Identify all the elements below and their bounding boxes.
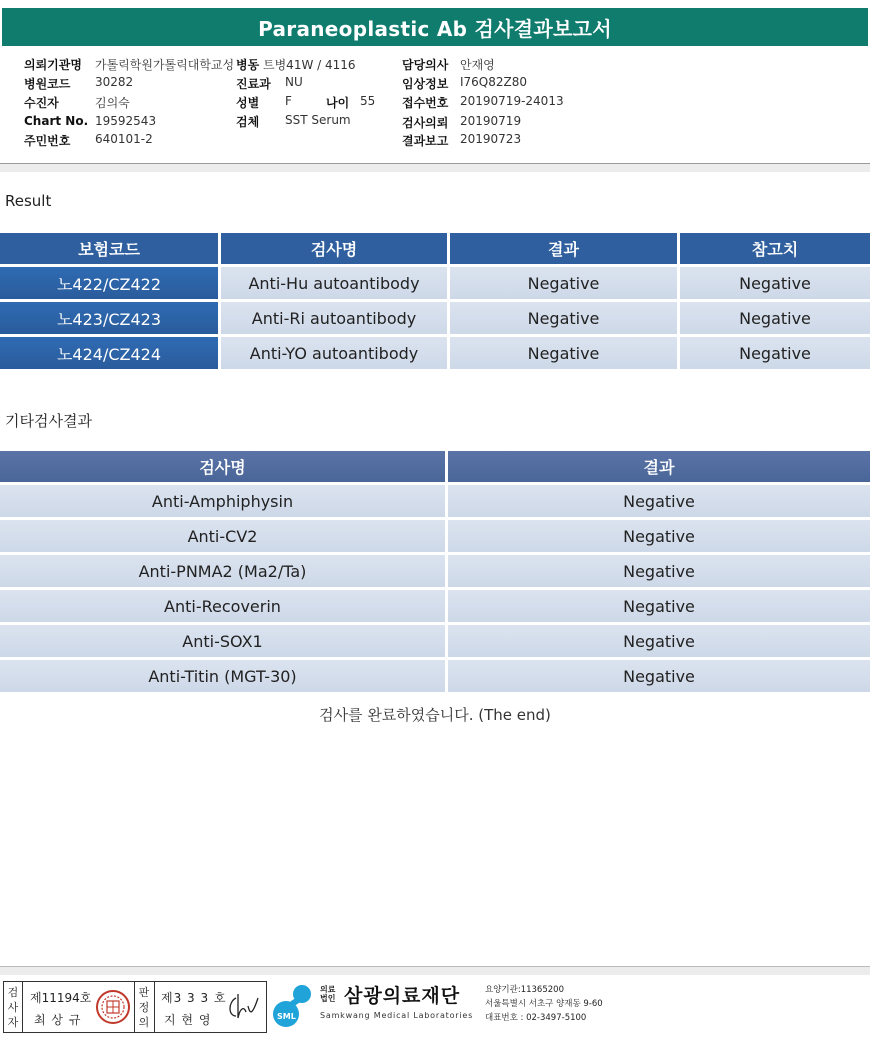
other-table-header (0, 451, 870, 482)
header-insurance-code: 보험코드 (0, 233, 218, 264)
header-result: 결과 (448, 451, 870, 482)
seal-icon (95, 989, 131, 1025)
table-row (0, 660, 870, 692)
footer-divider-band (0, 967, 870, 975)
specimen-value: SST Serum (285, 113, 351, 127)
test-name: Anti-Amphiphysin (0, 485, 445, 517)
patient-info (0, 53, 870, 163)
sex-value: F (285, 94, 292, 108)
header-test-name: 검사명 (221, 233, 447, 264)
org-english-name: Samkwang Medical Laboratories (320, 1011, 474, 1020)
signature-box (3, 981, 267, 1033)
specimen-label: 검체 (236, 115, 260, 129)
cell-divider (22, 982, 23, 1032)
other-results-table (0, 451, 870, 693)
patient-value: 김의숙 (95, 96, 130, 110)
end-message: 검사를 완료하였습니다. (The end) (319, 706, 551, 724)
cell-divider (134, 982, 135, 1032)
test-name: Anti-Recoverin (0, 590, 445, 622)
clinical-value: I76Q82Z80 (460, 75, 528, 89)
ward-label: 병동 (236, 58, 260, 72)
doctor-value: 안재영 (460, 58, 495, 72)
hospcode-value: 30282 (95, 75, 134, 89)
age-label: 나이 (326, 96, 350, 110)
idno-value: 640101-2 (95, 132, 153, 146)
test-result: Negative (448, 555, 870, 587)
hospital-value: 가톨릭학원가톨릭대학교성 (95, 58, 235, 72)
sml-logo-text: SML (277, 1012, 296, 1021)
age-value: 55 (360, 94, 376, 108)
table-row (0, 302, 870, 334)
ward-value: 트병41W / 4116 (263, 58, 356, 72)
test-result: Negative (450, 267, 677, 299)
confirm-name: 지 현 영 (164, 1013, 212, 1027)
table-row (0, 625, 870, 657)
sml-logo-icon (272, 982, 316, 1028)
table-row (0, 520, 870, 552)
sex-label: 성별 (236, 96, 260, 110)
table-row (0, 267, 870, 299)
examiner-license: 제11194호 (30, 991, 92, 1005)
org-address: 서울특별시 서초구 양재동 9-60 (485, 999, 603, 1009)
patient-label: 수진자 (24, 96, 59, 110)
test-result: Negative (450, 302, 677, 334)
doctor-label: 담당의사 (402, 58, 449, 72)
report-title: Paraneoplastic Ab 검사결과보고서 (2, 8, 868, 46)
test-result: Negative (448, 625, 870, 657)
dept-label: 진료과 (236, 77, 271, 91)
insurance-code: 노424/CZ424 (0, 337, 218, 369)
test-result: Negative (448, 485, 870, 517)
test-name: Anti-SOX1 (0, 625, 445, 657)
receipt-value: 20190719-24013 (460, 94, 564, 108)
dept-value: NU (285, 75, 303, 89)
org-contact (485, 983, 603, 1025)
reference-value: Negative (680, 337, 870, 369)
org-phone: 대표번호 : 02-3497-5100 (485, 1013, 587, 1023)
chart-value: 19592543 (95, 114, 157, 128)
header-reference: 참고치 (680, 233, 870, 264)
request-value: 20190719 (460, 114, 522, 128)
reference-value: Negative (680, 302, 870, 334)
test-result: Negative (448, 520, 870, 552)
header-test-name: 검사명 (0, 451, 445, 482)
chart-label: Chart No. (24, 114, 89, 128)
confirm-label: 판정의 (138, 986, 150, 1029)
receipt-label: 접수번호 (402, 96, 449, 110)
result-table-header (0, 233, 870, 264)
test-name: Anti-PNMA2 (Ma2/Ta) (0, 555, 445, 587)
hospcode-label: 병원코드 (24, 77, 71, 91)
idno-label: 주민번호 (24, 134, 71, 148)
insurance-code: 노423/CZ423 (0, 302, 218, 334)
table-row (0, 590, 870, 622)
confirm-license: 제3 3 3 호 (161, 991, 227, 1005)
test-name: Anti-CV2 (0, 520, 445, 552)
hospital-label: 의뢰기관명 (24, 58, 82, 72)
test-name: Anti-YO autoantibody (221, 337, 447, 369)
other-section-title: 기타검사결과 (5, 412, 92, 430)
clinical-label: 임상정보 (402, 77, 449, 91)
agency-number: 요양기관:11365200 (485, 985, 564, 995)
result-section-title: Result (5, 192, 52, 210)
test-result: Negative (448, 590, 870, 622)
test-result: Negative (450, 337, 677, 369)
org-name: 삼광의료재단 (344, 985, 461, 1007)
cell-divider (154, 982, 155, 1032)
test-name: Anti-Ri autoantibody (221, 302, 447, 334)
org-type: 의료법인 (320, 985, 336, 1003)
insurance-code: 노422/CZ422 (0, 267, 218, 299)
examiner-label: 검사자 (7, 986, 19, 1029)
reference-value: Negative (680, 267, 870, 299)
test-name: Anti-Hu autoantibody (221, 267, 447, 299)
test-result: Negative (448, 660, 870, 692)
report-date-label: 결과보고 (402, 134, 449, 148)
report-date-value: 20190723 (460, 132, 522, 146)
header-result: 결과 (450, 233, 677, 264)
result-table (0, 233, 870, 370)
signature-icon (224, 990, 262, 1024)
table-row (0, 485, 870, 517)
table-row (0, 555, 870, 587)
examiner-name: 최 상 규 (34, 1013, 82, 1027)
table-row (0, 337, 870, 369)
request-label: 검사의뢰 (402, 116, 449, 130)
test-name: Anti-Titin (MGT-30) (0, 660, 445, 692)
divider-band (0, 164, 870, 172)
